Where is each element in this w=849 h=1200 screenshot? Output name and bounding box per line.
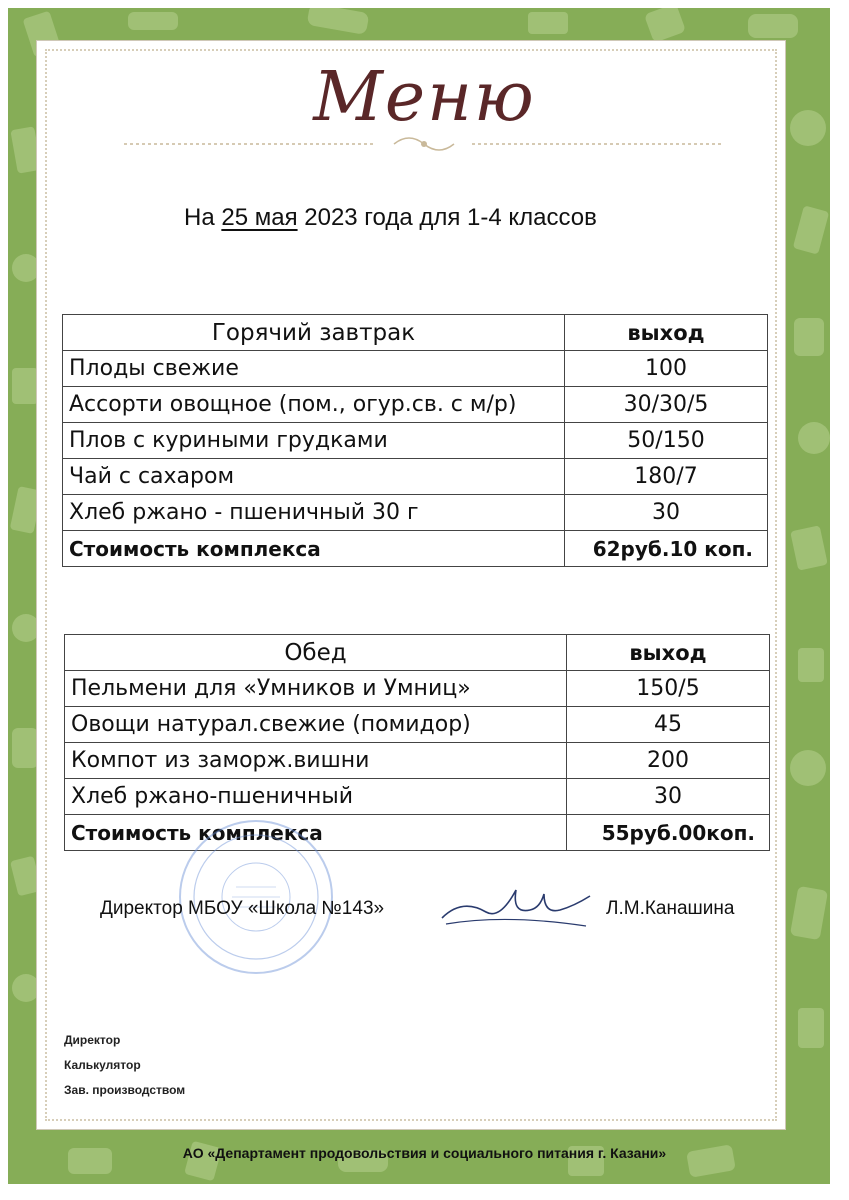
dish-name: Компот из заморж.вишни	[65, 743, 567, 779]
total-price: 55руб.00коп.	[567, 815, 770, 851]
dish-output: 45	[567, 707, 770, 743]
dish-output: 30/30/5	[565, 387, 768, 423]
dish-output: 200	[567, 743, 770, 779]
subtitle-prefix: На	[184, 204, 222, 231]
subtitle-date: 25 мая	[221, 204, 298, 231]
signature-label-director: Директор	[64, 1033, 121, 1047]
dish-name: Чай с сахаром	[63, 459, 565, 495]
breakfast-header-name: Горячий завтрак	[63, 315, 565, 351]
dish-name: Ассорти овощное (пом., огур.св. с м/р)	[63, 387, 565, 423]
total-label: Стоимость комплекса	[63, 531, 565, 567]
signature-label-production-head: Зав. производством	[64, 1083, 186, 1097]
dish-name: Пельмени для «Умников и Умниц»	[65, 671, 567, 707]
table-row	[63, 423, 768, 459]
breakfast-header-out: выход	[565, 315, 768, 351]
dish-name: Хлеб ржано-пшеничный	[65, 779, 567, 815]
table-row	[63, 495, 768, 531]
total-price: 62руб.10 коп.	[565, 531, 768, 567]
director-name: Л.М.Канашина	[606, 898, 735, 919]
dish-name: Плоды свежие	[63, 351, 565, 387]
lunch-table	[64, 634, 770, 851]
dish-name: Плов с куриными грудками	[63, 423, 565, 459]
page-title: Меню	[313, 58, 536, 137]
lunch-header-name: Обед	[65, 635, 567, 671]
subtitle-suffix: 2023 года для 1-4 классов	[297, 204, 597, 231]
dish-output: 100	[565, 351, 768, 387]
table-row	[65, 743, 770, 779]
table-row	[65, 779, 770, 815]
breakfast-table	[62, 314, 768, 567]
handwritten-signature	[436, 880, 596, 940]
table-row	[63, 351, 768, 387]
lunch-header-out: выход	[567, 635, 770, 671]
table-row	[65, 671, 770, 707]
dish-output: 50/150	[565, 423, 768, 459]
signature-label-calculator: Калькулятор	[64, 1058, 141, 1072]
school-stamp-seal	[176, 812, 336, 982]
dish-output: 150/5	[567, 671, 770, 707]
dish-output: 30	[565, 495, 768, 531]
footer-organization: АО «Департамент продовольствия и социального питания г. Казани»	[182, 1145, 667, 1161]
title-ornament	[124, 132, 724, 156]
dish-output: 30	[567, 779, 770, 815]
total-row	[65, 815, 770, 851]
table-header-row	[63, 315, 768, 351]
total-row	[63, 531, 768, 567]
dish-name: Овощи натурал.свежие (помидор)	[65, 707, 567, 743]
dish-output: 180/7	[565, 459, 768, 495]
table-row	[63, 387, 768, 423]
total-label: Стоимость комплекса	[65, 815, 567, 851]
table-header-row	[65, 635, 770, 671]
menu-subtitle	[184, 204, 597, 232]
table-row	[63, 459, 768, 495]
dish-name: Хлеб ржано - пшеничный 30 г	[63, 495, 565, 531]
table-row	[65, 707, 770, 743]
director-line: Директор МБОУ «Школа №143»	[100, 898, 385, 919]
